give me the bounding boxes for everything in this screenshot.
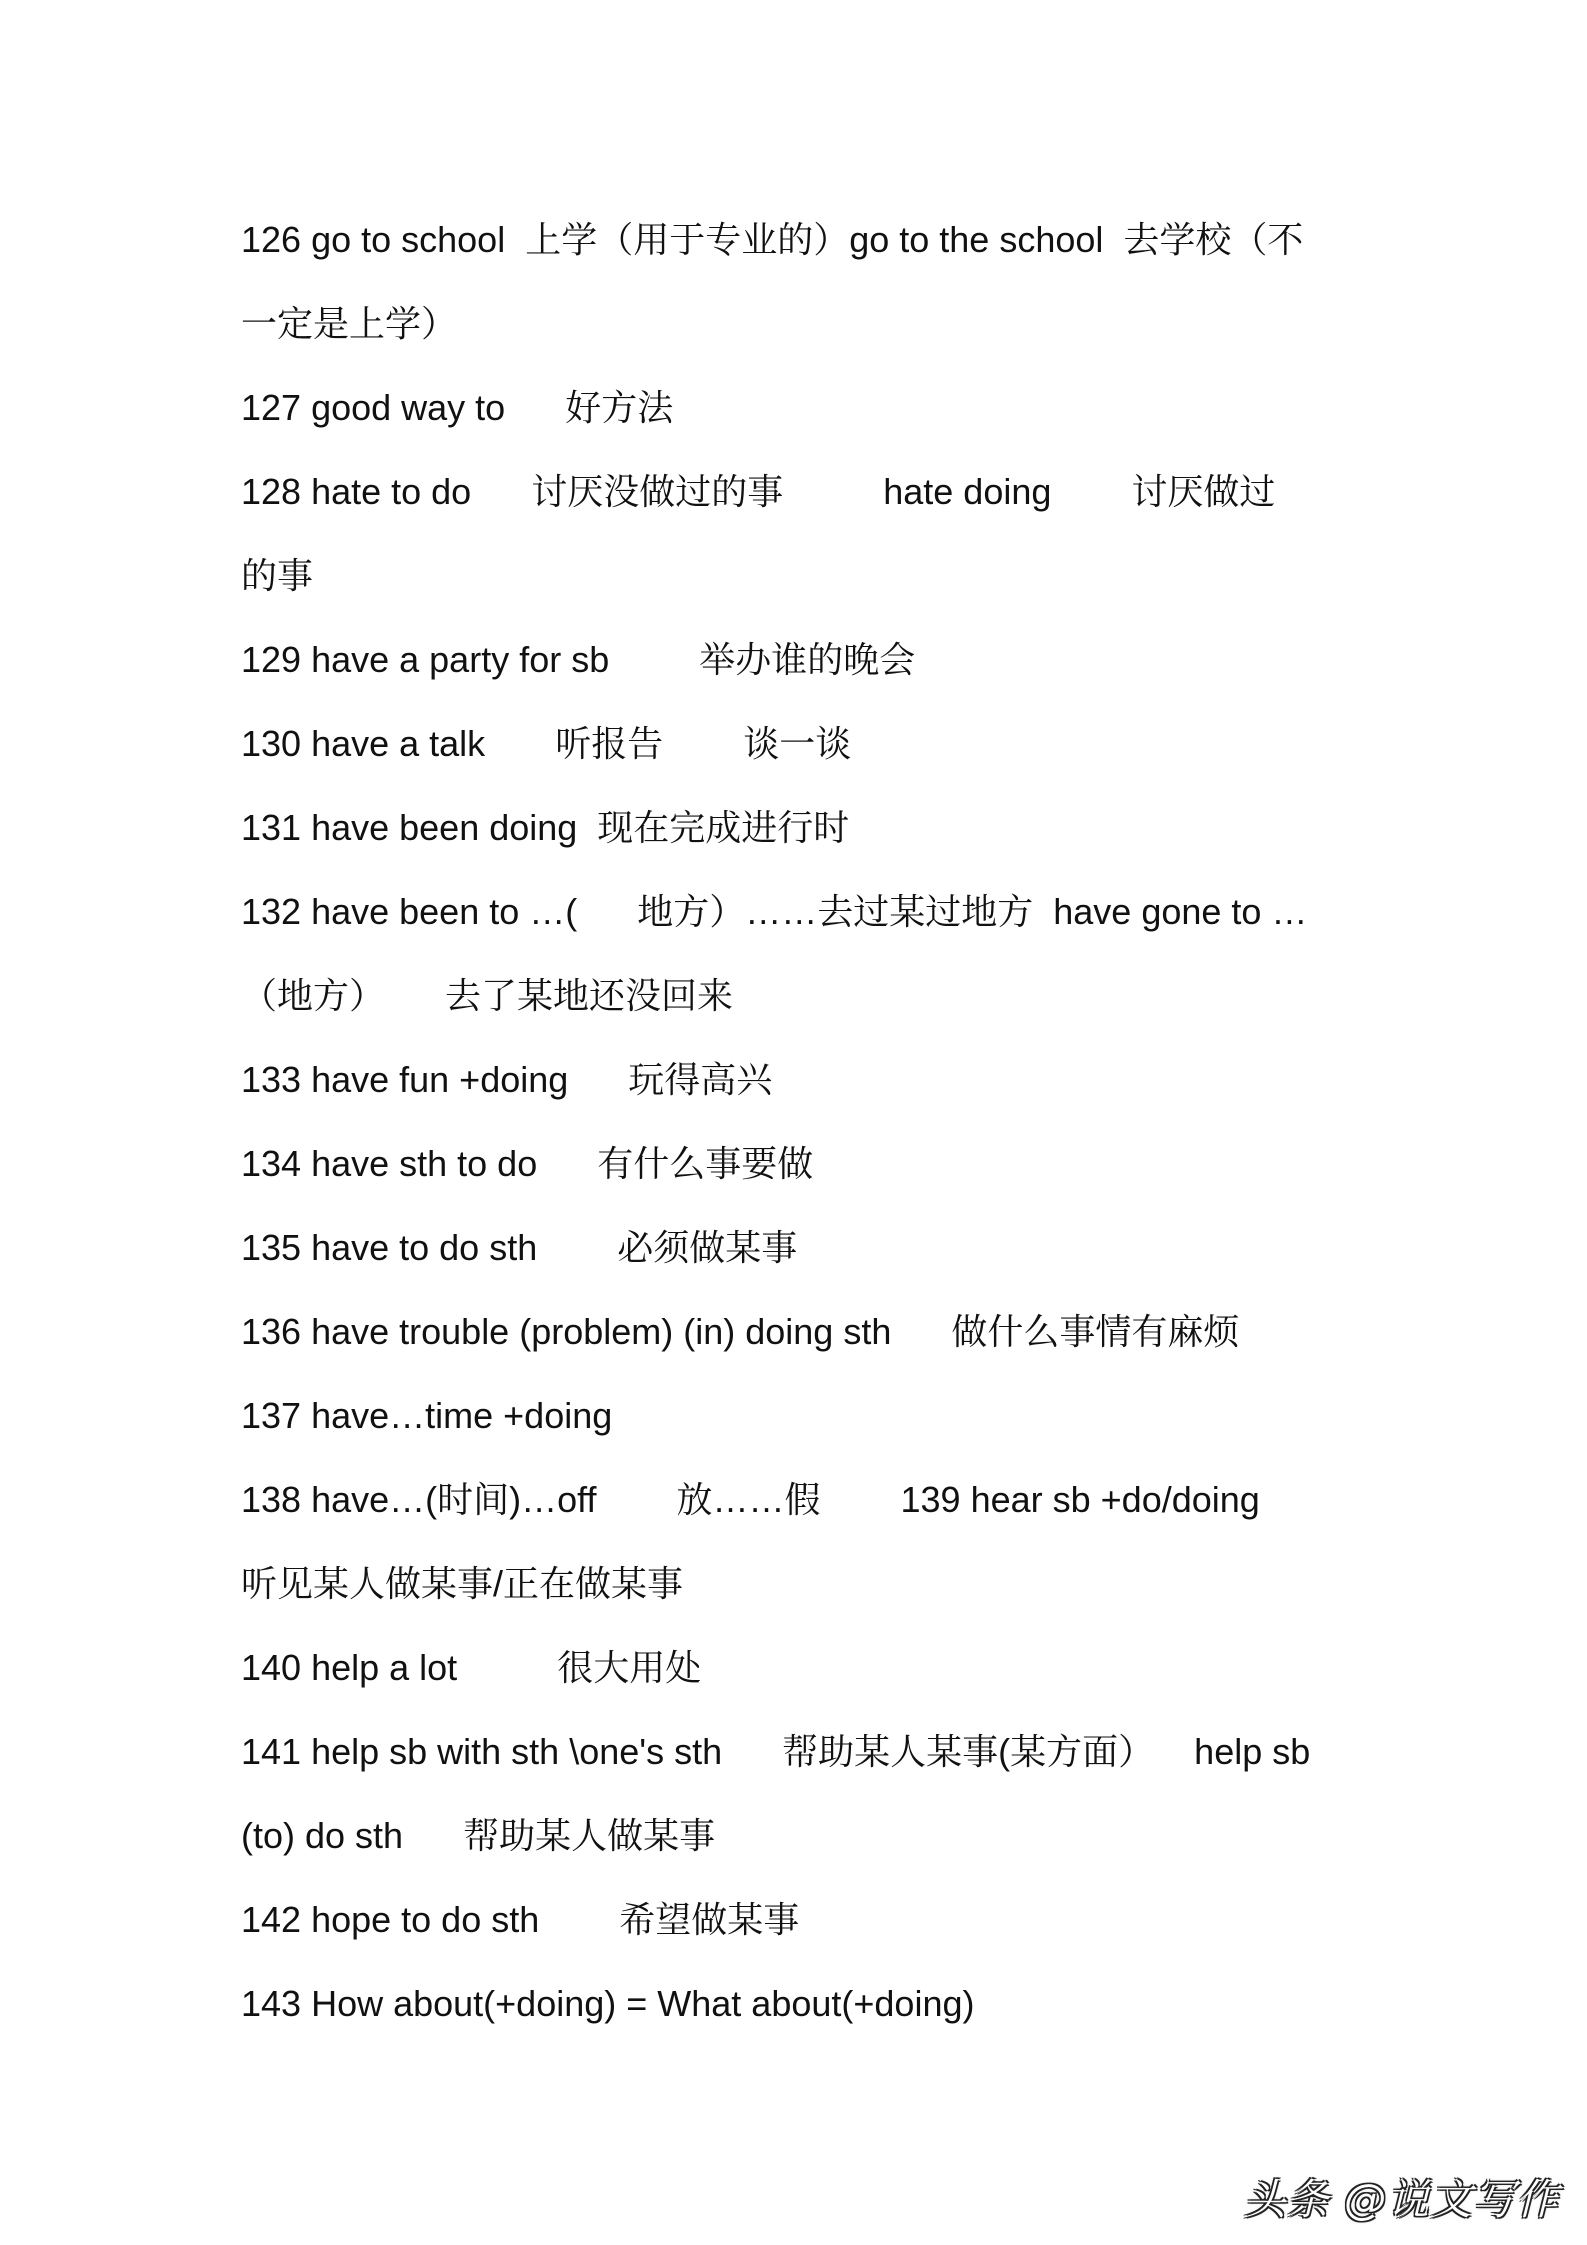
text-line: 133 have fun +doing 玩得高兴 xyxy=(241,1059,773,1100)
text-line: 143 How about(+doing) = What about(+doing) xyxy=(241,1983,975,2024)
text-line: 134 have sth to do 有什么事要做 xyxy=(241,1143,814,1184)
text-line: 141 help sb with sth \one's sth 帮助某人某事(某方面） help sb xyxy=(241,1731,1311,1772)
text-line: 听见某人做某事/正在做某事 xyxy=(241,1563,684,1604)
text-line: 137 have…time +doing xyxy=(241,1395,613,1436)
text-line: 131 have been doing 现在完成进行时 xyxy=(241,807,850,848)
text-line: 的事 xyxy=(241,555,314,596)
text-line: 136 have trouble (problem) (in) doing sth 做什么事情有麻烦 xyxy=(241,1311,1240,1352)
text-line: 128 hate to do 讨厌没做过的事 hate doing 讨厌做过 xyxy=(241,471,1276,512)
text-line: 126 go to school 上学（用于专业的）go to the school 去学校（不 xyxy=(241,219,1304,260)
text-line: 142 hope to do sth 希望做某事 xyxy=(241,1899,800,1940)
phrase-list xyxy=(241,198,1361,2046)
text-line: 127 good way to 好方法 xyxy=(241,387,674,428)
text-line: 130 have a talk 听报告 谈一谈 xyxy=(241,723,852,764)
watermark-text: 头条 @说文写作 xyxy=(1243,2175,1559,2224)
text-line: (to) do sth 帮助某人做某事 xyxy=(241,1815,716,1856)
text-line: 135 have to do sth 必须做某事 xyxy=(241,1227,798,1268)
text-line: 129 have a party for sb 举办谁的晚会 xyxy=(241,639,916,680)
text-line: 一定是上学） xyxy=(241,303,458,344)
text-line: 140 help a lot 很大用处 xyxy=(241,1647,702,1688)
text-line: 138 have…(时间)…off 放……假 139 hear sb +do/doing xyxy=(241,1479,1260,1520)
text-line: 132 have been to …( 地方）……去过某过地方 have gone to … xyxy=(241,891,1308,932)
text-line: （地方） 去了某地还没回来 xyxy=(241,975,734,1016)
